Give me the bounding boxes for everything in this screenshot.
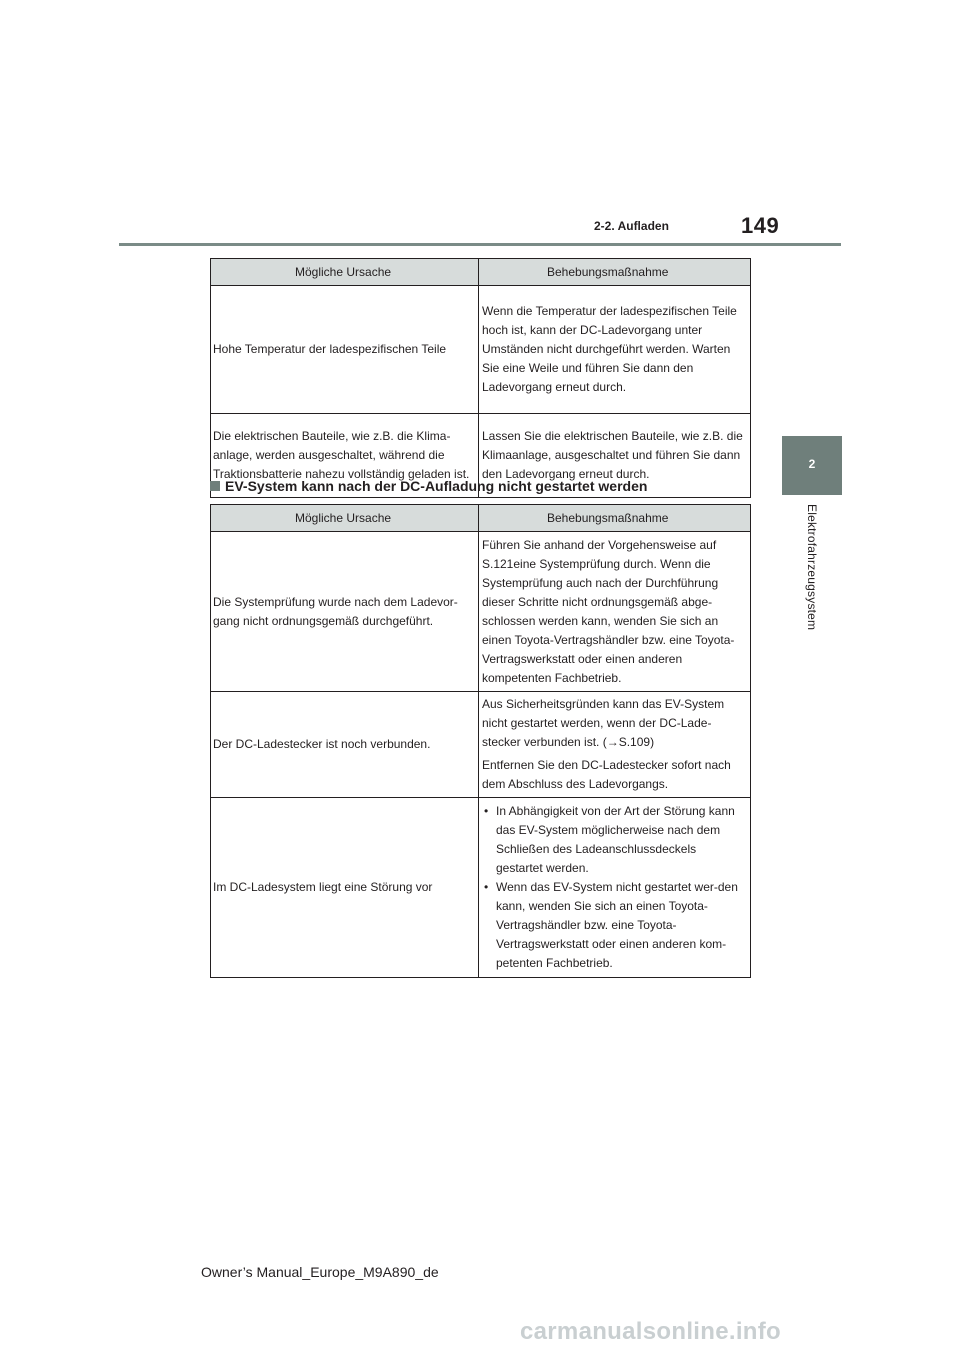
cause-cell: Die elektrischen Bauteile, wie z.B. die Klima-anlage, werden ausgeschaltet, während die Traktionsbatterie nahezu vollständig geladen ist. (211, 414, 479, 498)
action-cell: Wenn die Temperatur der ladespezifischen Teile hoch ist, kann der DC-Ladevorgang unter Umständen nicht durchgeführt werden. Warten Sie eine Weile und führen Sie dann den Ladevorgang erneut durch. (479, 286, 751, 414)
action-cell: Lassen Sie die elektrischen Bauteile, wie z.B. die Klimaanlage, ausgeschaltet und führen Sie dann den Ladevorgang erneut durch. (479, 414, 751, 498)
square-bullet-icon (210, 481, 220, 491)
header-cause: Mögliche Ursache (211, 259, 479, 286)
header-rule (119, 243, 841, 246)
cause-action-table-2 (210, 504, 751, 978)
header-cause: Mögliche Ursache (211, 505, 479, 532)
subheading-text: EV-System kann nach der DC-Aufladung nicht gestartet werden (225, 478, 648, 494)
action-paragraph: Entfernen Sie den DC-Ladestecker sofort nach dem Abschluss des Ladevorgangs. (482, 758, 731, 791)
table-header-row (211, 259, 751, 286)
cause-cell: Im DC-Ladesystem liegt eine Störung vor (211, 798, 479, 978)
chapter-tab-number: 2 (808, 457, 816, 471)
table-row (211, 692, 751, 798)
action-bullet: • Wenn das EV-System nicht gestartet wer-den kann, wenden Sie sich an einen Toyota-Vertragshändler bzw. eine Toyota-Vertragswerkstatt oder einen anderen kom-petenten Fachbetrieb. (482, 878, 746, 973)
action-paragraph: Aus Sicherheitsgründen kann das EV-System nicht gestartet werden, wenn der DC-Lade-stecker verbunden ist. (→S.109) (482, 697, 725, 749)
table-row (211, 798, 751, 978)
watermark: carmanualsonline.info (520, 1318, 782, 1345)
section-subheading (210, 478, 647, 494)
table-row (211, 286, 751, 414)
cause-cell: Der DC-Ladestecker ist noch verbunden. (211, 692, 479, 798)
section-title: 2-2. Aufladen (594, 219, 669, 233)
action-cell: Führen Sie anhand der Vorgehensweise auf S.121eine Systemprüfung durch. Wenn die Systemprüfung auch nach der Durchführung dieser Schritte nicht ordnungsgemäß abge-schlossen werden kann, wenden Sie sich an einen Toyota-Vertragshändler bzw. eine Toyota-Vertragswerkstatt oder einen anderen kompetenten Fachbetrieb. (479, 532, 751, 692)
page-number: 149 (741, 213, 780, 238)
chapter-label: Elektrofahrzeugsystem (805, 504, 819, 631)
footer-manual-id: Owner’s Manual_Europe_M9A890_de (201, 1264, 439, 1280)
action-bullet-list (482, 802, 746, 973)
cause-cell: Die Systemprüfung wurde nach dem Ladevor-gang nicht ordnungsgemäß durchgeführt. (211, 532, 479, 692)
cause-cell: Hohe Temperatur der ladespezifischen Teile (211, 286, 479, 414)
action-cell (479, 798, 751, 978)
action-bullet: • In Abhängigkeit von der Art der Störung kann das EV-System möglicherweise nach dem Schließen des Ladeanschlussdeckels gestartet werden. (482, 802, 746, 878)
table-header-row (211, 505, 751, 532)
header-action: Behebungsmaßnahme (479, 259, 751, 286)
cause-action-table-1 (210, 258, 751, 498)
action-cell (479, 692, 751, 798)
table-row (211, 532, 751, 692)
header-action: Behebungsmaßnahme (479, 505, 751, 532)
